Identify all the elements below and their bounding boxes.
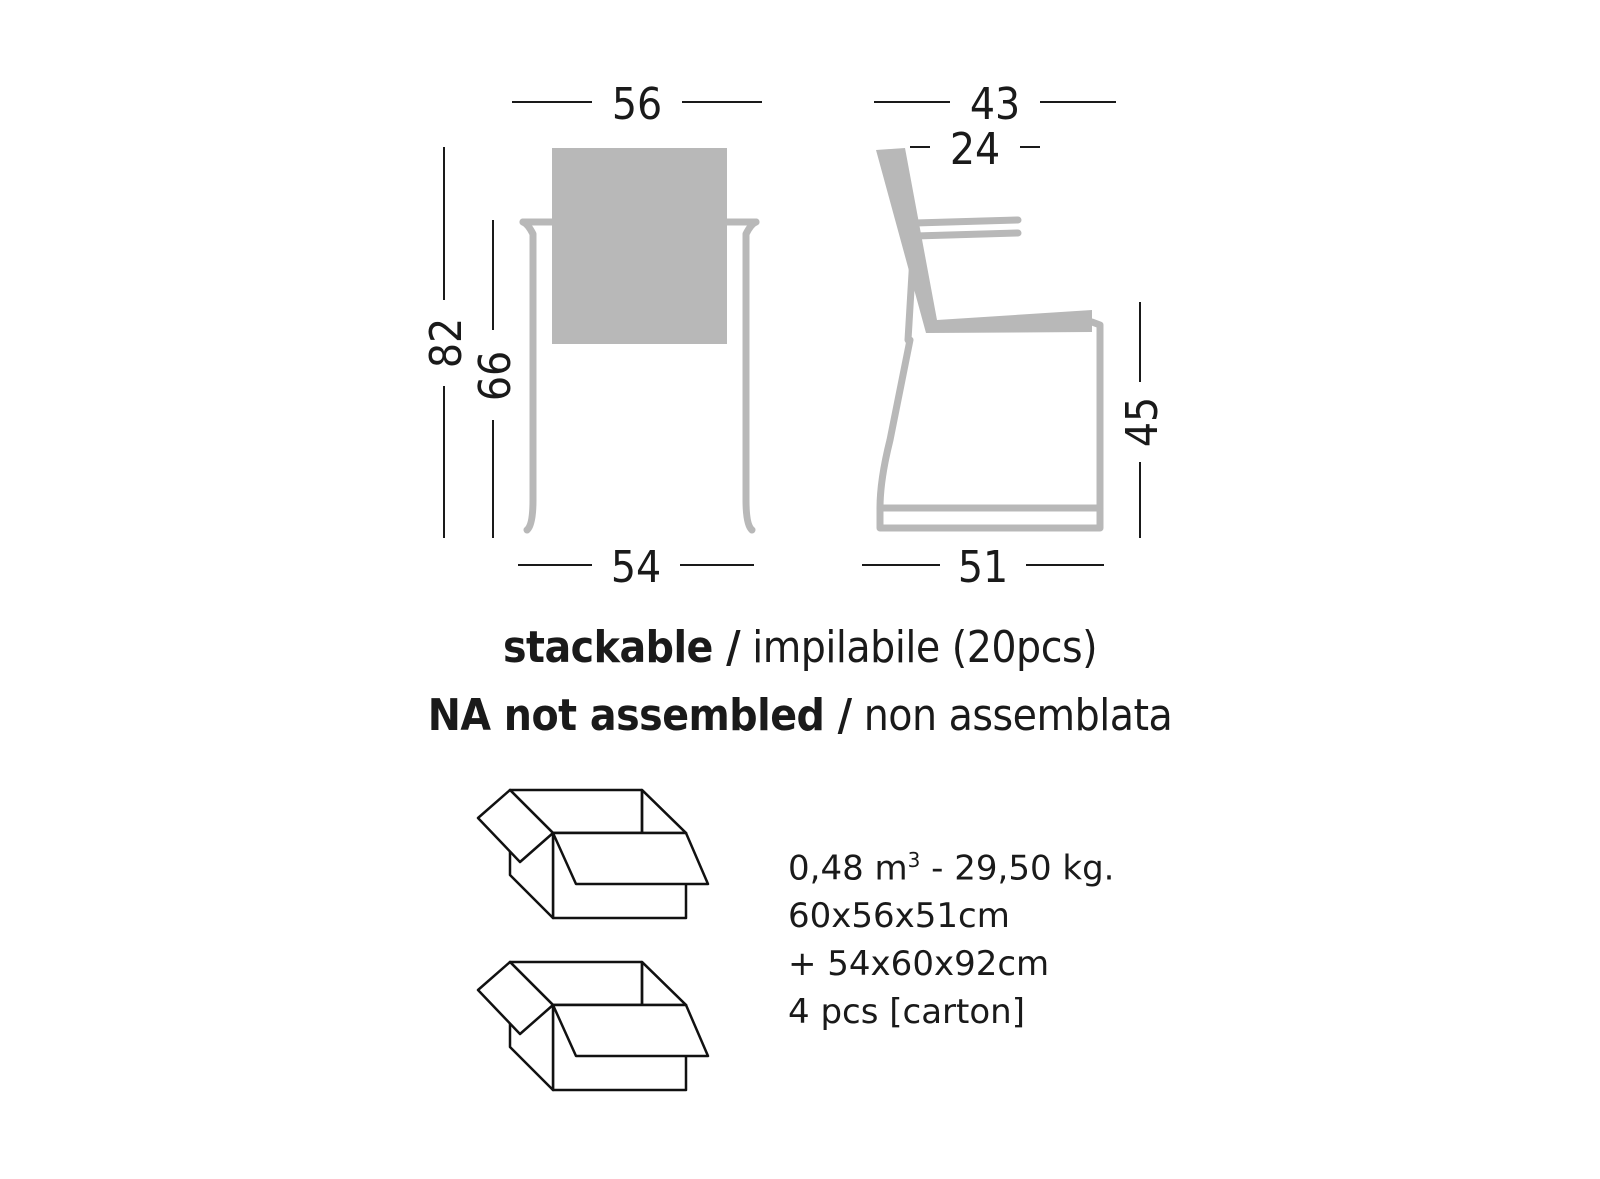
- chair-side-view: [876, 148, 1100, 528]
- chair-front-view: [523, 148, 756, 530]
- packaging-info: [788, 836, 1114, 1036]
- assembly-caption: [0, 690, 1600, 741]
- dim-side-seat-height: 45: [1117, 396, 1168, 448]
- dim-side-depth-bottom: 51: [957, 542, 1009, 593]
- dim-front-height-total: 82: [421, 317, 472, 369]
- dimension-lines: [444, 102, 1140, 565]
- dim-front-width-top: 56: [611, 79, 663, 130]
- open-carton-icon: [478, 962, 708, 1090]
- stackable-label: stackable /: [502, 622, 741, 673]
- pieces-per-carton: 4 pcs [carton]: [788, 992, 1025, 1033]
- volume-weight: [788, 836, 1114, 892]
- stackable-caption: [0, 622, 1600, 673]
- not-assembled-label: NA not assembled /: [427, 690, 852, 741]
- not-assembled-label-it: non assemblata: [863, 690, 1173, 741]
- dim-front-width-bottom: 54: [610, 542, 662, 593]
- box-size-1: 60x56x51cm: [788, 896, 1010, 937]
- stackable-label-it: impilabile (20pcs): [752, 622, 1098, 673]
- dim-front-height-arm: 66: [470, 350, 521, 402]
- volume-value: 0,48 m: [788, 848, 908, 889]
- box-size-2: + 54x60x92cm: [788, 944, 1050, 985]
- open-carton-icon: [478, 790, 708, 918]
- dim-side-depth-top: 43: [969, 79, 1021, 130]
- volume-unit-sup: 3: [907, 848, 921, 872]
- dim-side-arm-depth: 24: [949, 124, 1001, 175]
- weight-value: - 29,50 kg.: [920, 848, 1115, 889]
